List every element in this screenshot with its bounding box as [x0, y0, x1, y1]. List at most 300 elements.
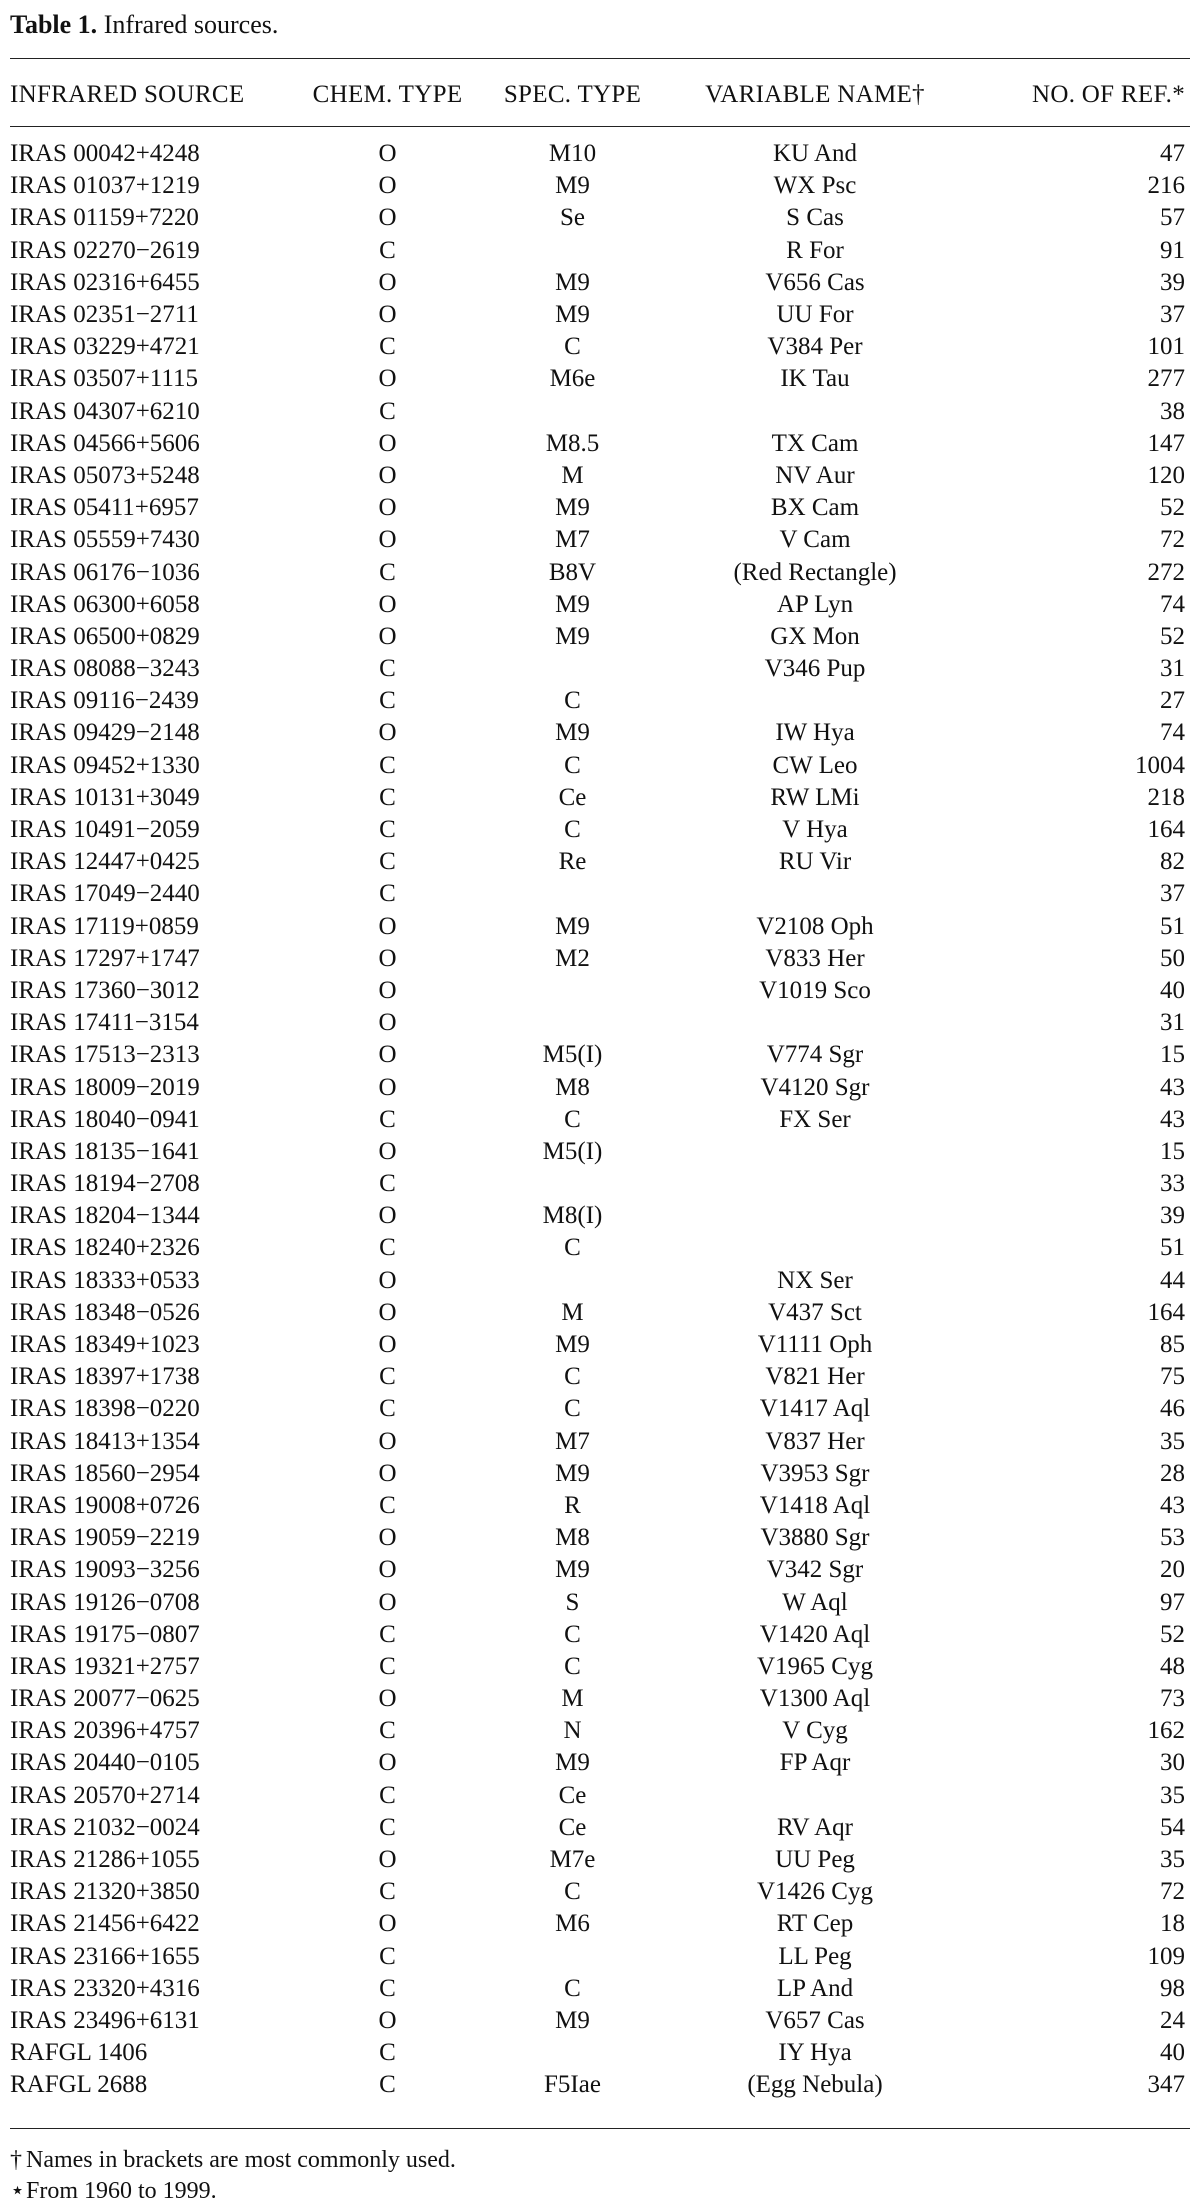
cell-spec-type: Re	[558, 848, 587, 876]
cell-infrared-source: IRAS 06300+6058	[10, 590, 200, 618]
cell-variable-name: GX Mon	[770, 622, 860, 650]
cell-no-of-ref: 48	[1160, 1652, 1185, 1680]
cell-spec-type: C	[564, 816, 581, 844]
cell-chem-type: O	[378, 1459, 397, 1487]
table-row	[10, 1941, 1185, 1973]
cell-no-of-ref: 35	[1160, 1427, 1185, 1455]
cell-no-of-ref: 24	[1160, 2006, 1185, 2034]
footnotes	[10, 2145, 456, 2207]
footnote-symbol: †	[10, 2147, 22, 2173]
cell-no-of-ref: 53	[1160, 1524, 1185, 1552]
table-row	[10, 1393, 1185, 1425]
cell-infrared-source: IRAS 18560−2954	[10, 1459, 200, 1487]
cell-no-of-ref: 147	[1147, 429, 1185, 457]
cell-no-of-ref: 30	[1160, 1749, 1185, 1777]
table-caption	[10, 8, 278, 42]
cell-variable-name: V656 Cas	[765, 268, 865, 296]
table-row	[10, 621, 1185, 653]
cell-variable-name: FP Aqr	[779, 1749, 851, 1777]
footnote-symbol: ⋆	[10, 2178, 26, 2204]
cell-spec-type: R	[564, 1491, 581, 1519]
cell-infrared-source: IRAS 18333+0533	[10, 1266, 200, 1294]
cell-infrared-source: IRAS 09429−2148	[10, 719, 200, 747]
cell-variable-name: V Cam	[779, 526, 851, 554]
cell-no-of-ref: 47	[1160, 140, 1185, 168]
cell-infrared-source: IRAS 18349+1023	[10, 1331, 200, 1359]
cell-no-of-ref: 20	[1160, 1556, 1185, 1584]
table-row	[10, 202, 1185, 234]
cell-no-of-ref: 162	[1147, 1717, 1185, 1745]
table-row	[10, 1747, 1185, 1779]
cell-chem-type: C	[379, 1781, 396, 1809]
cell-no-of-ref: 51	[1160, 1234, 1185, 1262]
cell-no-of-ref: 44	[1160, 1266, 1185, 1294]
cell-chem-type: O	[378, 944, 397, 972]
cell-spec-type: C	[564, 1620, 581, 1648]
table-row	[10, 267, 1185, 299]
cell-variable-name: S Cas	[786, 204, 844, 232]
cell-variable-name: FX Ser	[779, 1105, 851, 1133]
cell-spec-type: M8	[555, 1073, 590, 1101]
cell-spec-type: Ce	[558, 1781, 587, 1809]
table-row	[10, 1908, 1185, 1940]
cell-chem-type: C	[379, 2071, 396, 2099]
cell-chem-type: C	[379, 1234, 396, 1262]
cell-infrared-source: IRAS 17297+1747	[10, 944, 200, 972]
cell-infrared-source: IRAS 18413+1354	[10, 1427, 200, 1455]
table-row	[10, 1071, 1185, 1103]
cell-infrared-source: IRAS 23496+6131	[10, 2006, 200, 2034]
cell-variable-name: RT Cep	[776, 1910, 854, 1938]
cell-spec-type: C	[564, 687, 581, 715]
cell-chem-type: O	[378, 1009, 397, 1037]
cell-variable-name: RW LMi	[770, 783, 860, 811]
cell-infrared-source: IRAS 12447+0425	[10, 848, 200, 876]
cell-variable-name: NX Ser	[777, 1266, 853, 1294]
cell-no-of-ref: 109	[1147, 1942, 1185, 1970]
cell-chem-type: O	[378, 494, 397, 522]
cell-spec-type: Ce	[558, 1813, 587, 1841]
cell-spec-type: M	[561, 461, 584, 489]
cell-chem-type: O	[378, 461, 397, 489]
cell-no-of-ref: 43	[1160, 1105, 1185, 1133]
table-row	[10, 331, 1185, 363]
footnote-dagger	[10, 2145, 456, 2176]
cell-spec-type: C	[564, 1652, 581, 1680]
cell-spec-type: C	[564, 1974, 581, 2002]
table-row	[10, 524, 1185, 556]
cell-infrared-source: IRAS 03507+1115	[10, 365, 198, 393]
table-row	[10, 1458, 1185, 1490]
cell-spec-type: C	[564, 1234, 581, 1262]
table-row	[10, 1200, 1185, 1232]
table-row	[10, 428, 1185, 460]
cell-chem-type: O	[378, 204, 397, 232]
cell-spec-type: C	[564, 333, 581, 361]
cell-chem-type: C	[379, 848, 396, 876]
cell-infrared-source: IRAS 18040−0941	[10, 1105, 200, 1133]
cell-infrared-source: IRAS 05411+6957	[10, 494, 199, 522]
cell-infrared-source: IRAS 05073+5248	[10, 461, 200, 489]
cell-variable-name: LL Peg	[778, 1942, 852, 1970]
cell-infrared-source: IRAS 02316+6455	[10, 268, 200, 296]
cell-variable-name: AP Lyn	[776, 590, 854, 618]
cell-chem-type: O	[378, 912, 397, 940]
cell-chem-type: C	[379, 1878, 396, 1906]
cell-variable-name: V1300 Aql	[759, 1685, 871, 1713]
table-row	[10, 717, 1185, 749]
cell-no-of-ref: 28	[1160, 1459, 1185, 1487]
cell-chem-type: O	[378, 1041, 397, 1069]
cell-no-of-ref: 40	[1160, 2039, 1185, 2067]
cell-variable-name: V384 Per	[767, 333, 863, 361]
cell-no-of-ref: 52	[1160, 1620, 1185, 1648]
cell-infrared-source: RAFGL 1406	[10, 2039, 148, 2067]
cell-spec-type: M7	[555, 526, 590, 554]
cell-variable-name: V4120 Sgr	[760, 1073, 870, 1101]
cell-spec-type: F5Iae	[544, 2071, 601, 2099]
cell-chem-type: O	[378, 1556, 397, 1584]
cell-spec-type: M9	[555, 590, 590, 618]
table-row	[10, 1297, 1185, 1329]
cell-chem-type: C	[379, 880, 396, 908]
cell-chem-type: O	[378, 1137, 397, 1165]
cell-spec-type: M9	[555, 1556, 590, 1584]
table-header-row	[10, 76, 1190, 114]
cell-no-of-ref: 35	[1160, 1781, 1185, 1809]
cell-variable-name: V833 Her	[765, 944, 865, 972]
table-row	[10, 589, 1185, 621]
cell-chem-type: O	[378, 1910, 397, 1938]
cell-spec-type: M	[561, 1685, 584, 1713]
table-row	[10, 1007, 1185, 1039]
cell-no-of-ref: 35	[1160, 1846, 1185, 1874]
column-header-no-of-ref: NO. OF REF.*	[1031, 81, 1185, 108]
cell-spec-type: M9	[555, 912, 590, 940]
cell-infrared-source: IRAS 05559+7430	[10, 526, 200, 554]
table-body	[0, 138, 1200, 2101]
cell-infrared-source: IRAS 10491−2059	[10, 816, 200, 844]
cell-chem-type: C	[379, 333, 396, 361]
cell-no-of-ref: 75	[1160, 1363, 1185, 1391]
cell-no-of-ref: 1004	[1135, 751, 1185, 779]
cell-infrared-source: IRAS 01159+7220	[10, 204, 199, 232]
cell-chem-type: O	[378, 1266, 397, 1294]
cell-no-of-ref: 38	[1160, 397, 1185, 425]
cell-infrared-source: IRAS 18398−0220	[10, 1395, 200, 1423]
cell-infrared-source: IRAS 18348−0526	[10, 1298, 200, 1326]
cell-infrared-source: IRAS 06176−1036	[10, 558, 200, 586]
column-header-chem-type: CHEM. TYPE	[312, 81, 463, 108]
cell-no-of-ref: 43	[1160, 1073, 1185, 1101]
table-row	[10, 1265, 1185, 1297]
table-row	[10, 299, 1185, 331]
cell-spec-type: S	[565, 1588, 580, 1616]
cell-chem-type: C	[379, 1942, 396, 1970]
cell-spec-type: M10	[548, 140, 597, 168]
cell-variable-name: V1417 Aql	[759, 1395, 871, 1423]
cell-infrared-source: IRAS 17513−2313	[10, 1041, 200, 1069]
table-row	[10, 170, 1185, 202]
table-row	[10, 653, 1185, 685]
table-row	[10, 2069, 1185, 2101]
cell-variable-name: V1111 Oph	[757, 1331, 873, 1359]
cell-variable-name: V342 Sgr	[766, 1556, 864, 1584]
footnote-text: Names in brackets are most commonly used.	[26, 2147, 456, 2173]
cell-chem-type: C	[379, 1620, 396, 1648]
cell-no-of-ref: 74	[1160, 719, 1185, 747]
cell-spec-type: Ce	[558, 783, 587, 811]
cell-no-of-ref: 51	[1160, 912, 1185, 940]
cell-no-of-ref: 39	[1160, 1202, 1185, 1230]
cell-variable-name: V774 Sgr	[766, 1041, 864, 1069]
cell-infrared-source: IRAS 21032−0024	[10, 1813, 200, 1841]
cell-no-of-ref: 31	[1160, 1009, 1185, 1037]
table-row	[10, 1232, 1185, 1264]
table-row	[10, 750, 1185, 782]
cell-spec-type: C	[564, 1105, 581, 1133]
cell-no-of-ref: 27	[1160, 687, 1185, 715]
cell-no-of-ref: 50	[1160, 944, 1185, 972]
column-header-infrared-source: INFRARED SOURCE	[10, 81, 245, 108]
cell-infrared-source: IRAS 19126−0708	[10, 1588, 200, 1616]
table-row	[10, 943, 1185, 975]
table-row	[10, 814, 1185, 846]
cell-chem-type: C	[379, 783, 396, 811]
table-row	[10, 1715, 1185, 1747]
cell-no-of-ref: 54	[1160, 1813, 1185, 1841]
table-row	[10, 1812, 1185, 1844]
table-row	[10, 2037, 1185, 2069]
cell-chem-type: O	[378, 172, 397, 200]
cell-no-of-ref: 39	[1160, 268, 1185, 296]
cell-variable-name: IW Hya	[775, 719, 855, 747]
cell-spec-type: C	[564, 1878, 581, 1906]
cell-chem-type: C	[379, 1170, 396, 1198]
cell-chem-type: C	[379, 2039, 396, 2067]
cell-variable-name: CW Leo	[772, 751, 858, 779]
table-row	[10, 1361, 1185, 1393]
cell-infrared-source: IRAS 20396+4757	[10, 1717, 200, 1745]
cell-no-of-ref: 31	[1160, 655, 1185, 683]
cell-spec-type: M2	[555, 944, 590, 972]
bottom-rule	[10, 2128, 1190, 2129]
cell-no-of-ref: 82	[1160, 848, 1185, 876]
cell-infrared-source: IRAS 21456+6422	[10, 1910, 200, 1938]
cell-variable-name: V821 Her	[765, 1363, 865, 1391]
cell-no-of-ref: 218	[1147, 783, 1185, 811]
cell-chem-type: O	[378, 719, 397, 747]
cell-no-of-ref: 164	[1147, 816, 1185, 844]
cell-no-of-ref: 347	[1147, 2071, 1185, 2099]
cell-spec-type: B8V	[548, 558, 597, 586]
cell-infrared-source: IRAS 19059−2219	[10, 1524, 200, 1552]
table-row	[10, 556, 1185, 588]
cell-no-of-ref: 40	[1160, 976, 1185, 1004]
cell-chem-type: O	[378, 301, 397, 329]
cell-spec-type: M9	[555, 1749, 590, 1777]
table-row	[10, 1844, 1185, 1876]
table-row	[10, 1168, 1185, 1200]
cell-chem-type: C	[379, 655, 396, 683]
cell-infrared-source: IRAS 19321+2757	[10, 1652, 200, 1680]
cell-spec-type: M9	[555, 2006, 590, 2034]
cell-infrared-source: IRAS 18009−2019	[10, 1073, 200, 1101]
column-header-variable-name: VARIABLE NAME†	[705, 81, 925, 108]
cell-chem-type: O	[378, 1202, 397, 1230]
cell-spec-type: C	[564, 1395, 581, 1423]
cell-no-of-ref: 101	[1147, 333, 1185, 361]
cell-variable-name: V3880 Sgr	[760, 1524, 870, 1552]
table-row	[10, 1522, 1185, 1554]
table-row	[10, 911, 1185, 943]
cell-spec-type: M9	[555, 268, 590, 296]
cell-chem-type: C	[379, 1813, 396, 1841]
cell-no-of-ref: 91	[1160, 236, 1185, 264]
cell-infrared-source: IRAS 06500+0829	[10, 622, 200, 650]
cell-no-of-ref: 52	[1160, 622, 1185, 650]
cell-variable-name: BX Cam	[770, 494, 860, 522]
cell-spec-type: C	[564, 751, 581, 779]
cell-infrared-source: IRAS 04566+5606	[10, 429, 200, 457]
cell-variable-name: RU Vir	[778, 848, 852, 876]
cell-variable-name: KU And	[772, 140, 858, 168]
table-row	[10, 782, 1185, 814]
cell-variable-name: V1019 Sco	[759, 976, 871, 1004]
cell-chem-type: C	[379, 397, 396, 425]
cell-spec-type: C	[564, 1363, 581, 1391]
table-row	[10, 846, 1185, 878]
cell-infrared-source: IRAS 18397+1738	[10, 1363, 200, 1391]
table-row	[10, 975, 1185, 1007]
cell-chem-type: O	[378, 140, 397, 168]
cell-chem-type: O	[378, 429, 397, 457]
cell-infrared-source: IRAS 17411−3154	[10, 1009, 199, 1037]
cell-infrared-source: IRAS 23166+1655	[10, 1942, 200, 1970]
cell-chem-type: C	[379, 816, 396, 844]
cell-infrared-source: IRAS 04307+6210	[10, 397, 200, 425]
cell-no-of-ref: 164	[1147, 1298, 1185, 1326]
cell-variable-name: V2108 Oph	[756, 912, 874, 940]
header-rule	[10, 126, 1190, 127]
top-rule	[10, 58, 1190, 59]
cell-variable-name: NV Aur	[775, 461, 855, 489]
cell-chem-type: O	[378, 1749, 397, 1777]
cell-variable-name: LP And	[776, 1974, 854, 2002]
cell-variable-name: RV Aqr	[776, 1813, 854, 1841]
cell-variable-name: W Aql	[782, 1588, 848, 1616]
cell-infrared-source: IRAS 08088−3243	[10, 655, 200, 683]
cell-infrared-source: IRAS 09116−2439	[10, 687, 199, 715]
cell-spec-type: M5(I)	[542, 1137, 603, 1165]
cell-no-of-ref: 98	[1160, 1974, 1185, 2002]
cell-chem-type: O	[378, 268, 397, 296]
cell-infrared-source: RAFGL 2688	[10, 2071, 148, 2099]
cell-infrared-source: IRAS 19175−0807	[10, 1620, 200, 1648]
cell-chem-type: O	[378, 590, 397, 618]
cell-infrared-source: IRAS 00042+4248	[10, 140, 200, 168]
table-row	[10, 1876, 1185, 1908]
cell-no-of-ref: 43	[1160, 1491, 1185, 1519]
cell-infrared-source: IRAS 02270−2619	[10, 236, 200, 264]
table-row	[10, 363, 1185, 395]
cell-variable-name: UU For	[776, 301, 854, 329]
table-caption-text: Infrared sources.	[103, 10, 279, 39]
cell-spec-type: M9	[555, 1331, 590, 1359]
cell-chem-type: O	[378, 526, 397, 554]
cell-chem-type: O	[378, 1588, 397, 1616]
cell-variable-name: V1965 Cyg	[757, 1652, 873, 1680]
cell-infrared-source: IRAS 20440−0105	[10, 1749, 200, 1777]
cell-chem-type: O	[378, 1298, 397, 1326]
table-row	[10, 1973, 1185, 2005]
cell-infrared-source: IRAS 09452+1330	[10, 751, 200, 779]
cell-spec-type: M9	[555, 1459, 590, 1487]
cell-no-of-ref: 72	[1160, 1878, 1185, 1906]
cell-variable-name: WX Psc	[773, 172, 857, 200]
cell-spec-type: M5(I)	[542, 1041, 603, 1069]
table-row	[10, 1426, 1185, 1458]
cell-variable-name: IY Hya	[778, 2039, 852, 2067]
cell-variable-name: V Hya	[782, 816, 848, 844]
cell-spec-type: M9	[555, 301, 590, 329]
cell-variable-name: IK Tau	[780, 365, 850, 393]
cell-no-of-ref: 37	[1160, 880, 1185, 908]
cell-chem-type: C	[379, 751, 396, 779]
cell-chem-type: O	[378, 1685, 397, 1713]
cell-chem-type: O	[378, 1073, 397, 1101]
cell-no-of-ref: 52	[1160, 494, 1185, 522]
cell-no-of-ref: 216	[1147, 172, 1185, 200]
cell-chem-type: C	[379, 1395, 396, 1423]
cell-chem-type: C	[379, 687, 396, 715]
cell-chem-type: O	[378, 976, 397, 1004]
table-row	[10, 1104, 1185, 1136]
cell-spec-type: M9	[555, 719, 590, 747]
cell-spec-type: M8.5	[545, 429, 600, 457]
cell-infrared-source: IRAS 18135−1641	[10, 1137, 200, 1165]
cell-variable-name: V1426 Cyg	[757, 1878, 873, 1906]
table-caption-label: Table 1.	[10, 10, 98, 39]
table-row	[10, 1329, 1185, 1361]
table-row	[10, 1136, 1185, 1168]
cell-infrared-source: IRAS 01037+1219	[10, 172, 200, 200]
cell-infrared-source: IRAS 18240+2326	[10, 1234, 200, 1262]
cell-variable-name: V657 Cas	[765, 2006, 865, 2034]
cell-infrared-source: IRAS 19008+0726	[10, 1491, 200, 1519]
cell-chem-type: C	[379, 1974, 396, 2002]
cell-spec-type: M9	[555, 622, 590, 650]
cell-infrared-source: IRAS 21286+1055	[10, 1846, 200, 1874]
cell-spec-type: M6e	[549, 365, 596, 393]
cell-chem-type: O	[378, 1331, 397, 1359]
cell-spec-type: M7e	[549, 1846, 596, 1874]
table-row	[10, 1586, 1185, 1618]
cell-variable-name: V1420 Aql	[759, 1620, 871, 1648]
cell-no-of-ref: 72	[1160, 526, 1185, 554]
cell-infrared-source: IRAS 17360−3012	[10, 976, 200, 1004]
cell-variable-name: V3953 Sgr	[760, 1459, 870, 1487]
cell-chem-type: C	[379, 1105, 396, 1133]
cell-spec-type: M7	[555, 1427, 590, 1455]
cell-infrared-source: IRAS 03229+4721	[10, 333, 200, 361]
table-row	[10, 235, 1185, 267]
cell-no-of-ref: 37	[1160, 301, 1185, 329]
table-row	[10, 1683, 1185, 1715]
cell-spec-type: M	[561, 1298, 584, 1326]
cell-spec-type: M9	[555, 494, 590, 522]
cell-no-of-ref: 57	[1160, 204, 1185, 232]
